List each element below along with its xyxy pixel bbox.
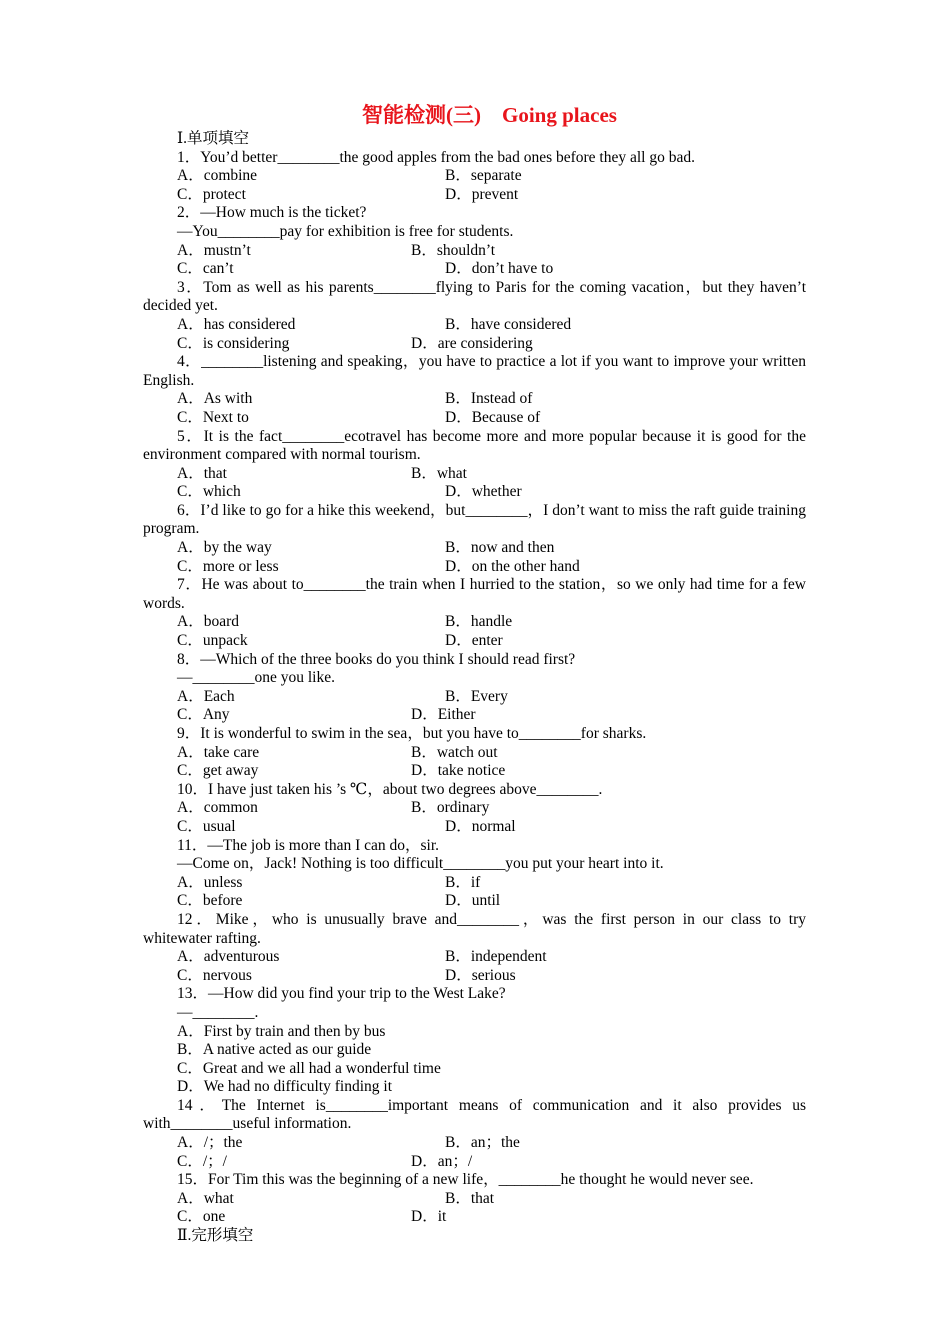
answer-option-d[interactable]: D．on the other hand	[445, 557, 580, 575]
answer-option-a[interactable]: A．board	[177, 613, 239, 631]
answer-option-a[interactable]: A．mustn’t	[177, 241, 251, 259]
option-row	[143, 762, 806, 781]
question-stem: 1．You’d better________the good apples from the bad ones before they all go bad.	[177, 148, 695, 166]
question-stem: 15．For Tim this was the beginning of a new life，________he thought he would never see.	[177, 1171, 754, 1189]
answer-option-c[interactable]: C．protect	[177, 185, 246, 203]
question-stem: 13．—How did you find your trip to the West Lake?	[177, 985, 506, 1003]
option-row	[143, 1153, 806, 1172]
answer-option-d[interactable]: D．don’t have to	[445, 260, 554, 278]
question-12	[143, 911, 806, 985]
question-stem: 3．Tom as well as his parents________flying to Paris for the coming vacation，but they haven’t decided yet.	[143, 278, 806, 315]
answer-option-b[interactable]: B．what	[411, 464, 467, 482]
dialogue-response: —________.	[177, 1003, 259, 1021]
option-row	[143, 242, 806, 261]
option-row	[143, 483, 806, 502]
question-stem: 14．The Internet is________important means of communication and it also provides us with________useful information.	[143, 1096, 806, 1133]
section-heading-1: Ⅰ.单项填空	[177, 130, 249, 147]
option-row	[143, 558, 806, 577]
answer-option-a[interactable]: A．by the way	[177, 539, 272, 557]
answer-option-c[interactable]: C．can’t	[177, 260, 234, 278]
question-2	[143, 204, 806, 278]
answer-option-b[interactable]: B．if	[445, 873, 481, 891]
option-row	[143, 465, 806, 484]
answer-option-c[interactable]: C．before	[177, 892, 243, 910]
answer-option-a[interactable]: A．adventurous	[177, 948, 280, 966]
option-row	[143, 409, 806, 428]
question-10	[143, 781, 806, 837]
answer-option-d[interactable]: D．take notice	[411, 762, 506, 780]
answer-option-b[interactable]: B．now and then	[445, 539, 555, 557]
answer-option-d[interactable]: D．an；/	[411, 1152, 473, 1170]
question-5	[143, 428, 806, 502]
question-stem: 6．I’d like to go for a hike this weekend，but________，I don’t want to miss the raft guide training program.	[143, 501, 806, 538]
question-4	[143, 353, 806, 427]
option-row	[143, 1190, 806, 1209]
option-row	[143, 316, 806, 335]
answer-option-d[interactable]: D．it	[411, 1208, 447, 1226]
answer-option-b[interactable]: B．A native acted as our guide	[177, 1041, 372, 1059]
question-stem: 10．I have just taken his ’s ℃，about two degrees above________.	[177, 780, 603, 798]
option-row	[143, 744, 806, 763]
answer-option-d[interactable]: D．We had no difficulty finding it	[177, 1078, 393, 1096]
answer-option-a[interactable]: A．what	[177, 1189, 234, 1207]
section-heading-2: Ⅱ.完形填空	[177, 1227, 254, 1245]
answer-option-c[interactable]: C．Great and we all had a wonderful time	[177, 1059, 441, 1077]
answer-option-a[interactable]: A．/；the	[177, 1134, 243, 1152]
answer-option-a[interactable]: A．As with	[177, 390, 253, 408]
option-row	[143, 1208, 806, 1227]
answer-option-d[interactable]: D．Because of	[445, 408, 541, 426]
option-row	[143, 539, 806, 558]
question-8	[143, 651, 806, 725]
answer-option-b[interactable]: B．that	[445, 1189, 495, 1207]
option-row	[143, 335, 806, 354]
answer-option-d[interactable]: D．until	[445, 892, 501, 910]
answer-option-b[interactable]: B．ordinary	[411, 799, 490, 817]
answer-option-c[interactable]: C．more or less	[177, 557, 279, 575]
answer-option-c[interactable]: C．unpack	[177, 632, 248, 650]
option-row	[143, 948, 806, 967]
answer-option-a[interactable]: A．common	[177, 799, 258, 817]
answer-option-a[interactable]: A．unless	[177, 873, 243, 891]
document-page	[143, 100, 806, 1246]
option-row	[143, 390, 806, 409]
question-6	[143, 502, 806, 576]
question-stem: 9．It is wonderful to swim in the sea，but you have to________for sharks.	[177, 725, 647, 742]
option-row	[143, 260, 806, 279]
answer-option-d[interactable]: D．whether	[445, 483, 522, 501]
answer-option-c[interactable]: C．which	[177, 483, 241, 501]
answer-option-a[interactable]: A．First by train and then by bus	[177, 1022, 386, 1040]
dialogue-response: —You________pay for exhibition is free for students.	[177, 222, 514, 240]
answer-option-a[interactable]: A．has considered	[177, 315, 296, 333]
question-stem: 5．It is the fact________ecotravel has become more and more popular because it is good for the environment compared with normal tourism.	[143, 427, 806, 464]
answer-option-a[interactable]: A．take care	[177, 743, 260, 761]
answer-option-c[interactable]: C．one	[177, 1208, 226, 1226]
answer-option-d[interactable]: D．Either	[411, 706, 476, 724]
option-row	[143, 688, 806, 707]
answer-option-c[interactable]: C．get away	[177, 762, 259, 780]
page-title: 智能检测(三) Going places	[362, 103, 617, 127]
question-stem: 2．—How much is the ticket?	[177, 204, 367, 222]
question-stem: 4．________listening and speaking，you have to practice a lot if you want to improve your written English.	[143, 353, 806, 389]
answer-option-d[interactable]: D．normal	[445, 817, 516, 835]
answer-option-b[interactable]: B．an；the	[445, 1134, 520, 1152]
question-14	[143, 1097, 806, 1171]
question-stem: 11．—The job is more than I can do，sir.	[177, 836, 440, 854]
answer-option-b[interactable]: B．Instead of	[445, 390, 533, 408]
answer-option-d[interactable]: D．enter	[445, 632, 503, 650]
option-row	[143, 874, 806, 893]
option-row	[143, 1134, 806, 1153]
question-9	[143, 725, 806, 781]
answer-option-a[interactable]: A．Each	[177, 687, 235, 705]
answer-option-b[interactable]: B．independent	[445, 948, 547, 966]
question-stem: 8．—Which of the three books do you think I should read first?	[177, 650, 576, 668]
answer-option-c[interactable]: C．Any	[177, 706, 230, 724]
option-row	[143, 613, 806, 632]
question-3	[143, 279, 806, 353]
option-row	[143, 167, 806, 186]
question-13	[143, 985, 806, 1097]
answer-option-b[interactable]: B．separate	[445, 167, 522, 185]
dialogue-response: —________one you like.	[177, 669, 335, 687]
answer-option-c[interactable]: C．is considering	[177, 334, 290, 352]
answer-option-c[interactable]: C．nervous	[177, 966, 252, 984]
answer-option-b[interactable]: B．Every	[445, 687, 508, 705]
option-row	[143, 818, 806, 837]
answer-option-d[interactable]: D．are considering	[411, 334, 533, 352]
answer-option-c[interactable]: C．Next to	[177, 408, 249, 426]
question-stem: 12．Mike，who is unusually brave and________，was the first person in our class to try whitewater rafting.	[143, 910, 806, 947]
answer-option-b[interactable]: B．have considered	[445, 315, 572, 333]
dialogue-response: —Come on，Jack! Nothing is too difficult________you put your heart into it.	[177, 855, 664, 873]
answer-option-b[interactable]: B．shouldn’t	[411, 241, 496, 259]
option-row	[143, 632, 806, 651]
option-row	[143, 706, 806, 725]
option-row	[143, 967, 806, 986]
answer-option-b[interactable]: B．handle	[445, 613, 513, 631]
question-list	[143, 149, 806, 1227]
option-row	[143, 892, 806, 911]
answer-option-b[interactable]: B．watch out	[411, 743, 498, 761]
answer-option-d[interactable]: D．prevent	[445, 185, 519, 203]
option-row	[143, 186, 806, 205]
question-11	[143, 837, 806, 911]
answer-option-a[interactable]: A．that	[177, 464, 227, 482]
answer-option-a[interactable]: A．combine	[177, 167, 258, 185]
answer-option-d[interactable]: D．serious	[445, 966, 516, 984]
question-15	[143, 1171, 806, 1227]
question-1	[143, 149, 806, 205]
question-stem: 7．He was about to________the train when I hurried to the station，so we only had time for a few words.	[143, 576, 806, 612]
answer-option-c[interactable]: C．usual	[177, 817, 236, 835]
answer-option-c[interactable]: C．/；/	[177, 1152, 227, 1170]
question-7	[143, 576, 806, 650]
option-row	[143, 799, 806, 818]
